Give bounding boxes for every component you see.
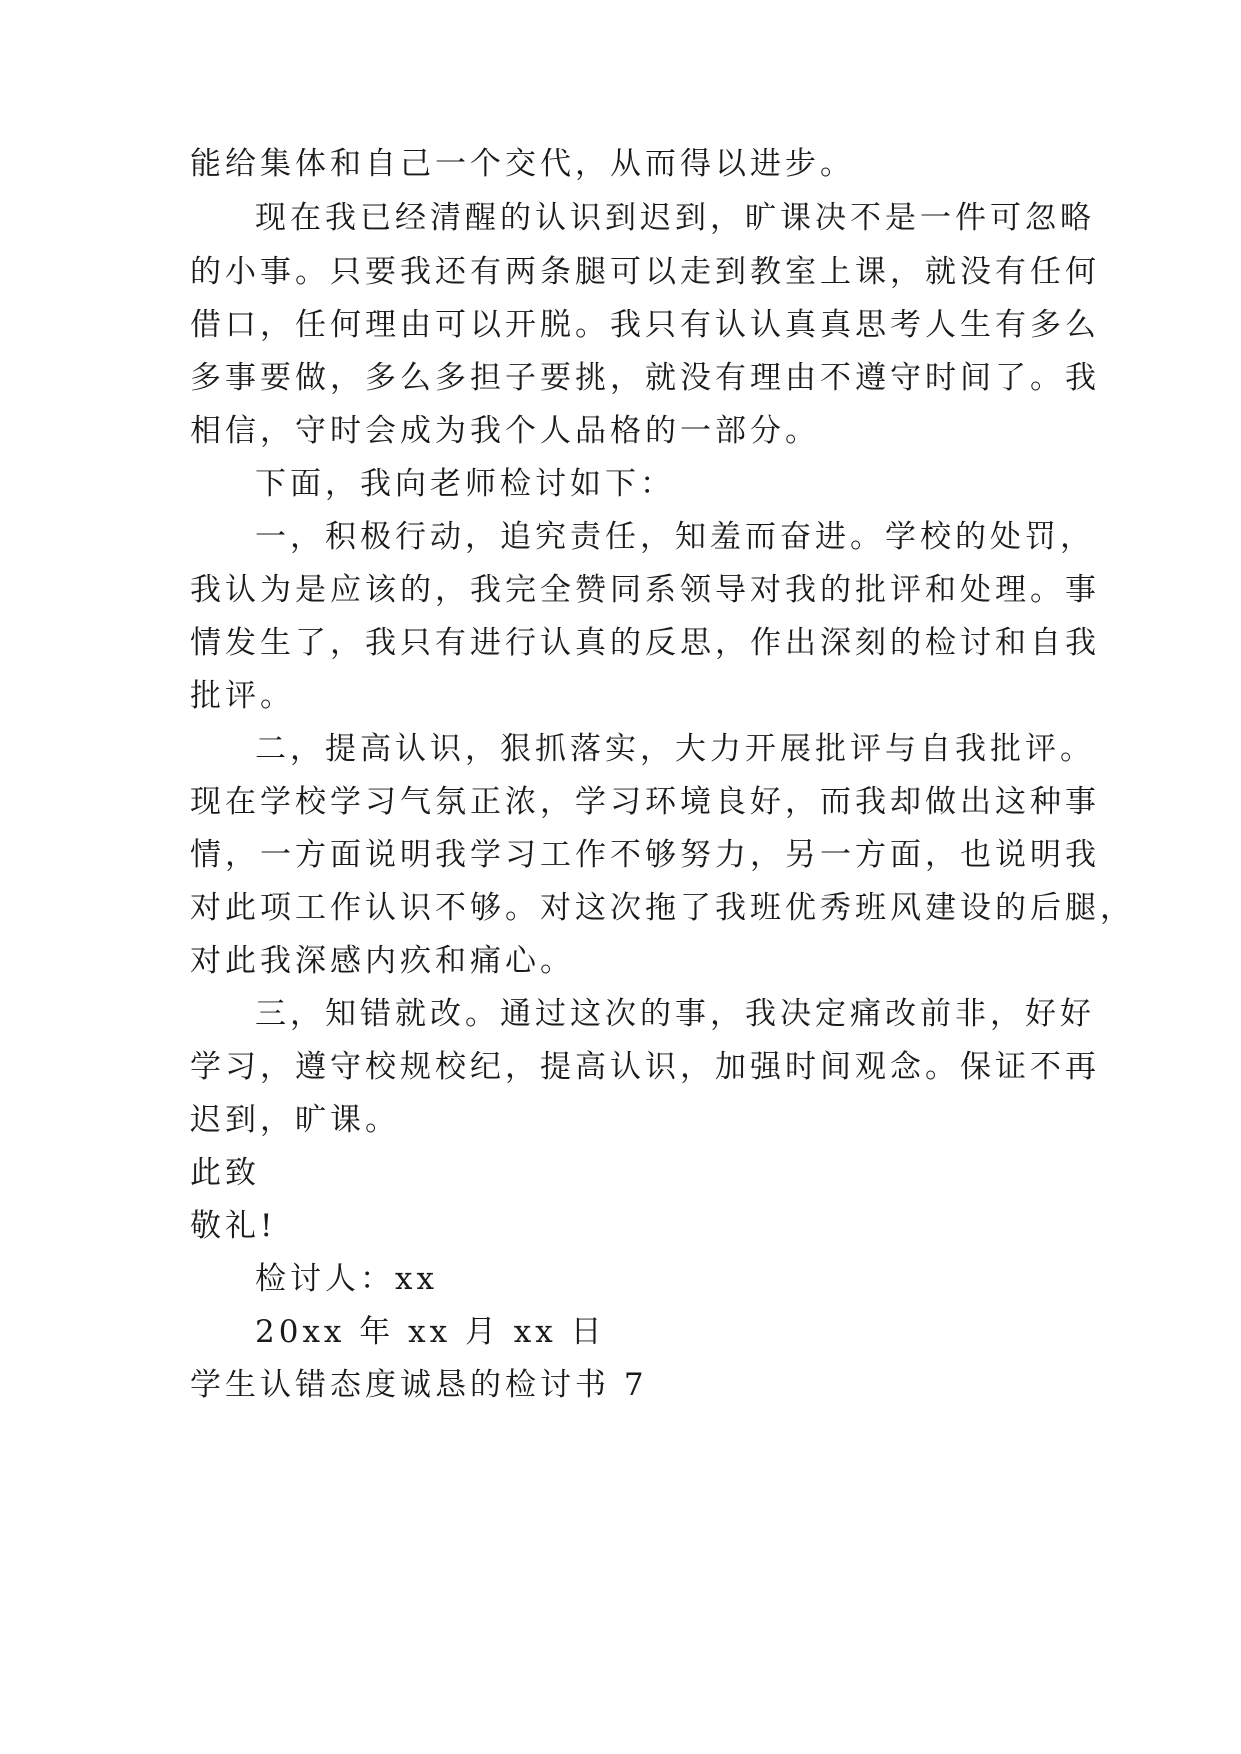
section-heading: 学生认错态度诚恳的检讨书 7 — [190, 1367, 648, 1403]
body-text-line: 的小事。只要我还有两条腿可以走到教室上课，就没有任何 — [190, 254, 1100, 290]
closing-regards: 敬礼! — [190, 1208, 277, 1244]
signature-date: 20xx 年 xx 月 xx 日 — [255, 1314, 606, 1350]
body-text-line: 批评。 — [190, 678, 295, 714]
body-text-line: 迟到，旷课。 — [190, 1102, 400, 1138]
paragraph-start-line: 三，知错就改。通过这次的事，我决定痛改前非，好好 — [255, 996, 1095, 1032]
body-text-line: 能给集体和自己一个交代，从而得以进步。 — [190, 146, 855, 182]
paragraph-start-line: 二，提高认识，狠抓落实，大力开展批评与自我批评。 — [255, 731, 1095, 767]
signature-author: 检讨人：xx — [255, 1261, 438, 1297]
closing-salutation: 此致 — [190, 1155, 260, 1191]
body-text-line: 情，一方面说明我学习工作不够努力，另一方面，也说明我 — [190, 837, 1100, 873]
paragraph-start-line: 一，积极行动，追究责任，知羞而奋进。学校的处罚， — [255, 519, 1095, 555]
paragraph-start-line: 下面，我向老师检讨如下： — [255, 466, 675, 502]
body-text-line: 对此项工作认识不够。对这次拖了我班优秀班风建设的后腿， — [190, 890, 1135, 926]
body-text-line: 借口，任何理由可以开脱。我只有认认真真思考人生有多么 — [190, 307, 1100, 343]
body-text-line: 对此我深感内疚和痛心。 — [190, 943, 575, 979]
body-text-line: 我认为是应该的，我完全赞同系领导对我的批评和处理。事 — [190, 572, 1100, 608]
body-text-line: 现在学校学习气氛正浓，学习环境良好，而我却做出这种事 — [190, 784, 1100, 820]
body-text-line: 相信，守时会成为我个人品格的一部分。 — [190, 413, 820, 449]
body-text-line: 学习，遵守校规校纪，提高认识，加强时间观念。保证不再 — [190, 1049, 1100, 1085]
body-text-line: 多事要做，多么多担子要挑，就没有理由不遵守时间了。我 — [190, 360, 1100, 396]
body-text-line: 情发生了，我只有进行认真的反思，作出深刻的检讨和自我 — [190, 625, 1100, 661]
paragraph-start-line: 现在我已经清醒的认识到迟到，旷课决不是一件可忽略 — [255, 200, 1095, 236]
